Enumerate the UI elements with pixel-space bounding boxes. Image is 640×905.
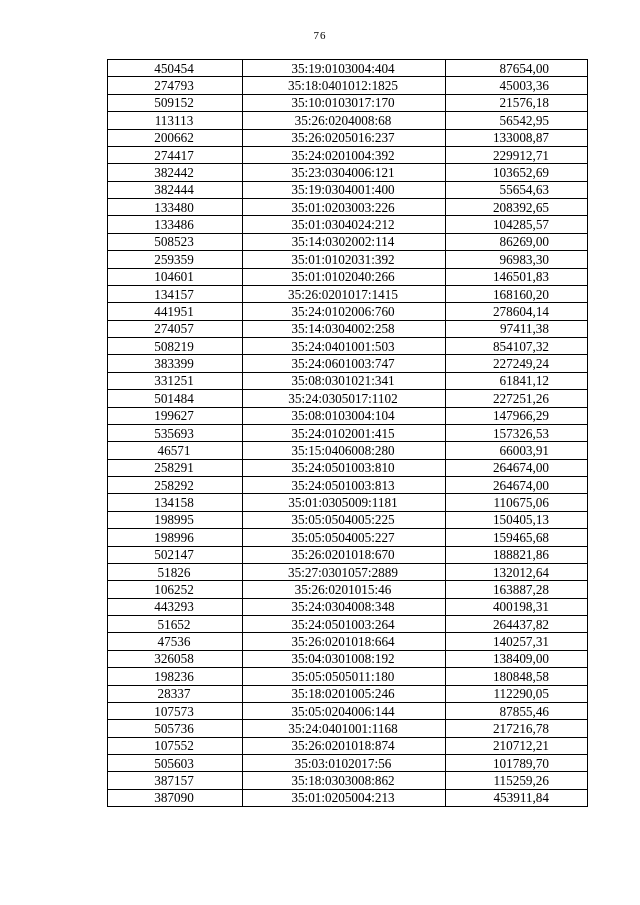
table-row	[108, 320, 588, 337]
cadastral-number-cell: 35:24:0102006:760	[243, 303, 446, 320]
cadastral-number-cell: 35:01:0305009:1181	[243, 494, 446, 511]
cadastral-number-cell: 35:01:0102040:266	[243, 268, 446, 285]
cadastral-number-cell: 35:24:0305017:1102	[243, 390, 446, 407]
table-row	[108, 668, 588, 685]
table-row	[108, 755, 588, 772]
row-id-cell: 382442	[108, 164, 243, 181]
value-cell: 217216,78	[446, 720, 588, 737]
row-id-cell: 274057	[108, 320, 243, 337]
registry-table-body	[108, 60, 588, 807]
table-row	[108, 112, 588, 129]
cadastral-number-cell: 35:24:0501003:810	[243, 459, 446, 476]
cadastral-number-cell: 35:26:0204008:68	[243, 112, 446, 129]
value-cell: 264437,82	[446, 616, 588, 633]
table-row	[108, 511, 588, 528]
value-cell: 101789,70	[446, 755, 588, 772]
row-id-cell: 509152	[108, 94, 243, 111]
cadastral-number-cell: 35:24:0601003:747	[243, 355, 446, 372]
cadastral-number-cell: 35:15:0406008:280	[243, 442, 446, 459]
table-row	[108, 477, 588, 494]
table-row	[108, 199, 588, 216]
cadastral-number-cell: 35:26:0201015:46	[243, 581, 446, 598]
value-cell: 104285,57	[446, 216, 588, 233]
value-cell: 132012,64	[446, 563, 588, 580]
value-cell: 854107,32	[446, 338, 588, 355]
cadastral-number-cell: 35:26:0201018:670	[243, 546, 446, 563]
row-id-cell: 505736	[108, 720, 243, 737]
row-id-cell: 106252	[108, 581, 243, 598]
cadastral-number-cell: 35:05:0504005:227	[243, 529, 446, 546]
row-id-cell: 198996	[108, 529, 243, 546]
table-row	[108, 424, 588, 441]
row-id-cell: 198995	[108, 511, 243, 528]
value-cell: 103652,69	[446, 164, 588, 181]
row-id-cell: 505603	[108, 755, 243, 772]
value-cell: 229912,71	[446, 146, 588, 163]
value-cell: 210712,21	[446, 737, 588, 754]
row-id-cell: 502147	[108, 546, 243, 563]
table-row	[108, 685, 588, 702]
cadastral-number-cell: 35:24:0201004:392	[243, 146, 446, 163]
table-row	[108, 633, 588, 650]
value-cell: 264674,00	[446, 459, 588, 476]
value-cell: 133008,87	[446, 129, 588, 146]
table-row	[108, 94, 588, 111]
value-cell: 87654,00	[446, 60, 588, 77]
cadastral-number-cell: 35:05:0504005:225	[243, 511, 446, 528]
row-id-cell: 274417	[108, 146, 243, 163]
table-row	[108, 355, 588, 372]
value-cell: 96983,30	[446, 251, 588, 268]
value-cell: 97411,38	[446, 320, 588, 337]
row-id-cell: 133486	[108, 216, 243, 233]
cadastral-number-cell: 35:14:0304002:258	[243, 320, 446, 337]
row-id-cell: 47536	[108, 633, 243, 650]
row-id-cell: 450454	[108, 60, 243, 77]
row-id-cell: 133480	[108, 199, 243, 216]
value-cell: 227249,24	[446, 355, 588, 372]
cadastral-number-cell: 35:14:0302002:114	[243, 233, 446, 250]
table-row	[108, 216, 588, 233]
value-cell: 168160,20	[446, 285, 588, 302]
table-row	[108, 164, 588, 181]
table-row	[108, 233, 588, 250]
value-cell: 61841,12	[446, 372, 588, 389]
row-id-cell: 441951	[108, 303, 243, 320]
cadastral-number-cell: 35:24:0102001:415	[243, 424, 446, 441]
row-id-cell: 508523	[108, 233, 243, 250]
row-id-cell: 382444	[108, 181, 243, 198]
row-id-cell: 134158	[108, 494, 243, 511]
value-cell: 86269,00	[446, 233, 588, 250]
row-id-cell: 107552	[108, 737, 243, 754]
row-id-cell: 383399	[108, 355, 243, 372]
table-row	[108, 772, 588, 789]
cadastral-number-cell: 35:26:0205016:237	[243, 129, 446, 146]
cadastral-number-cell: 35:19:0103004:404	[243, 60, 446, 77]
row-id-cell: 258292	[108, 477, 243, 494]
value-cell: 138409,00	[446, 650, 588, 667]
registry-table	[107, 59, 588, 807]
row-id-cell: 28337	[108, 685, 243, 702]
row-id-cell: 46571	[108, 442, 243, 459]
table-row	[108, 285, 588, 302]
value-cell: 87855,46	[446, 702, 588, 719]
cadastral-number-cell: 35:01:0203003:226	[243, 199, 446, 216]
table-row	[108, 268, 588, 285]
value-cell: 66003,91	[446, 442, 588, 459]
cadastral-number-cell: 35:24:0401001:503	[243, 338, 446, 355]
table-row	[108, 650, 588, 667]
cadastral-number-cell: 35:08:0103004:104	[243, 407, 446, 424]
value-cell: 55654,63	[446, 181, 588, 198]
page-number: 76	[313, 30, 327, 42]
value-cell: 115259,26	[446, 772, 588, 789]
value-cell: 264674,00	[446, 477, 588, 494]
row-id-cell: 331251	[108, 372, 243, 389]
table-row	[108, 546, 588, 563]
value-cell: 163887,28	[446, 581, 588, 598]
cadastral-number-cell: 35:04:0301008:192	[243, 650, 446, 667]
table-row	[108, 494, 588, 511]
table-row	[108, 702, 588, 719]
table-row	[108, 77, 588, 94]
table-row	[108, 529, 588, 546]
value-cell: 21576,18	[446, 94, 588, 111]
cadastral-number-cell: 35:01:0102031:392	[243, 251, 446, 268]
cadastral-number-cell: 35:24:0501003:264	[243, 616, 446, 633]
row-id-cell: 326058	[108, 650, 243, 667]
table-row	[108, 60, 588, 77]
value-cell: 453911,84	[446, 789, 588, 806]
cadastral-number-cell: 35:10:0103017:170	[243, 94, 446, 111]
table-row	[108, 459, 588, 476]
table-row	[108, 598, 588, 615]
value-cell: 146501,83	[446, 268, 588, 285]
table-row	[108, 338, 588, 355]
value-cell: 56542,95	[446, 112, 588, 129]
cadastral-number-cell: 35:05:0505011:180	[243, 668, 446, 685]
table-row	[108, 581, 588, 598]
table-row	[108, 737, 588, 754]
cadastral-number-cell: 35:26:0201018:874	[243, 737, 446, 754]
cadastral-number-cell: 35:03:0102017:56	[243, 755, 446, 772]
row-id-cell: 501484	[108, 390, 243, 407]
table-row	[108, 372, 588, 389]
row-id-cell: 443293	[108, 598, 243, 615]
cadastral-number-cell: 35:19:0304001:400	[243, 181, 446, 198]
cadastral-number-cell: 35:18:0401012:1825	[243, 77, 446, 94]
table-row	[108, 129, 588, 146]
table-row	[108, 720, 588, 737]
row-id-cell: 134157	[108, 285, 243, 302]
cadastral-number-cell: 35:01:0304024:212	[243, 216, 446, 233]
row-id-cell: 198236	[108, 668, 243, 685]
value-cell: 140257,31	[446, 633, 588, 650]
row-id-cell: 51652	[108, 616, 243, 633]
table-row	[108, 789, 588, 806]
table-row	[108, 442, 588, 459]
table-row	[108, 251, 588, 268]
row-id-cell: 113113	[108, 112, 243, 129]
value-cell: 400198,31	[446, 598, 588, 615]
value-cell: 150405,13	[446, 511, 588, 528]
table-row	[108, 181, 588, 198]
value-cell: 157326,53	[446, 424, 588, 441]
row-id-cell: 107573	[108, 702, 243, 719]
cadastral-number-cell: 35:24:0501003:813	[243, 477, 446, 494]
row-id-cell: 387157	[108, 772, 243, 789]
cadastral-number-cell: 35:24:0401001:1168	[243, 720, 446, 737]
cadastral-number-cell: 35:18:0303008:862	[243, 772, 446, 789]
table-row	[108, 303, 588, 320]
value-cell: 45003,36	[446, 77, 588, 94]
cadastral-number-cell: 35:08:0301021:341	[243, 372, 446, 389]
table-row	[108, 616, 588, 633]
row-id-cell: 200662	[108, 129, 243, 146]
value-cell: 278604,14	[446, 303, 588, 320]
value-cell: 112290,05	[446, 685, 588, 702]
cadastral-number-cell: 35:23:0304006:121	[243, 164, 446, 181]
value-cell: 188821,86	[446, 546, 588, 563]
row-id-cell: 199627	[108, 407, 243, 424]
cadastral-number-cell: 35:01:0205004:213	[243, 789, 446, 806]
cadastral-number-cell: 35:05:0204006:144	[243, 702, 446, 719]
cadastral-number-cell: 35:18:0201005:246	[243, 685, 446, 702]
table-row	[108, 146, 588, 163]
value-cell: 147966,29	[446, 407, 588, 424]
row-id-cell: 259359	[108, 251, 243, 268]
value-cell: 159465,68	[446, 529, 588, 546]
value-cell: 208392,65	[446, 199, 588, 216]
table-row	[108, 407, 588, 424]
row-id-cell: 51826	[108, 563, 243, 580]
value-cell: 227251,26	[446, 390, 588, 407]
row-id-cell: 104601	[108, 268, 243, 285]
value-cell: 180848,58	[446, 668, 588, 685]
value-cell: 110675,06	[446, 494, 588, 511]
row-id-cell: 258291	[108, 459, 243, 476]
row-id-cell: 274793	[108, 77, 243, 94]
cadastral-number-cell: 35:26:0201018:664	[243, 633, 446, 650]
cadastral-number-cell: 35:24:0304008:348	[243, 598, 446, 615]
row-id-cell: 508219	[108, 338, 243, 355]
row-id-cell: 387090	[108, 789, 243, 806]
table-row	[108, 390, 588, 407]
row-id-cell: 535693	[108, 424, 243, 441]
cadastral-number-cell: 35:26:0201017:1415	[243, 285, 446, 302]
cadastral-number-cell: 35:27:0301057:2889	[243, 563, 446, 580]
table-row	[108, 563, 588, 580]
